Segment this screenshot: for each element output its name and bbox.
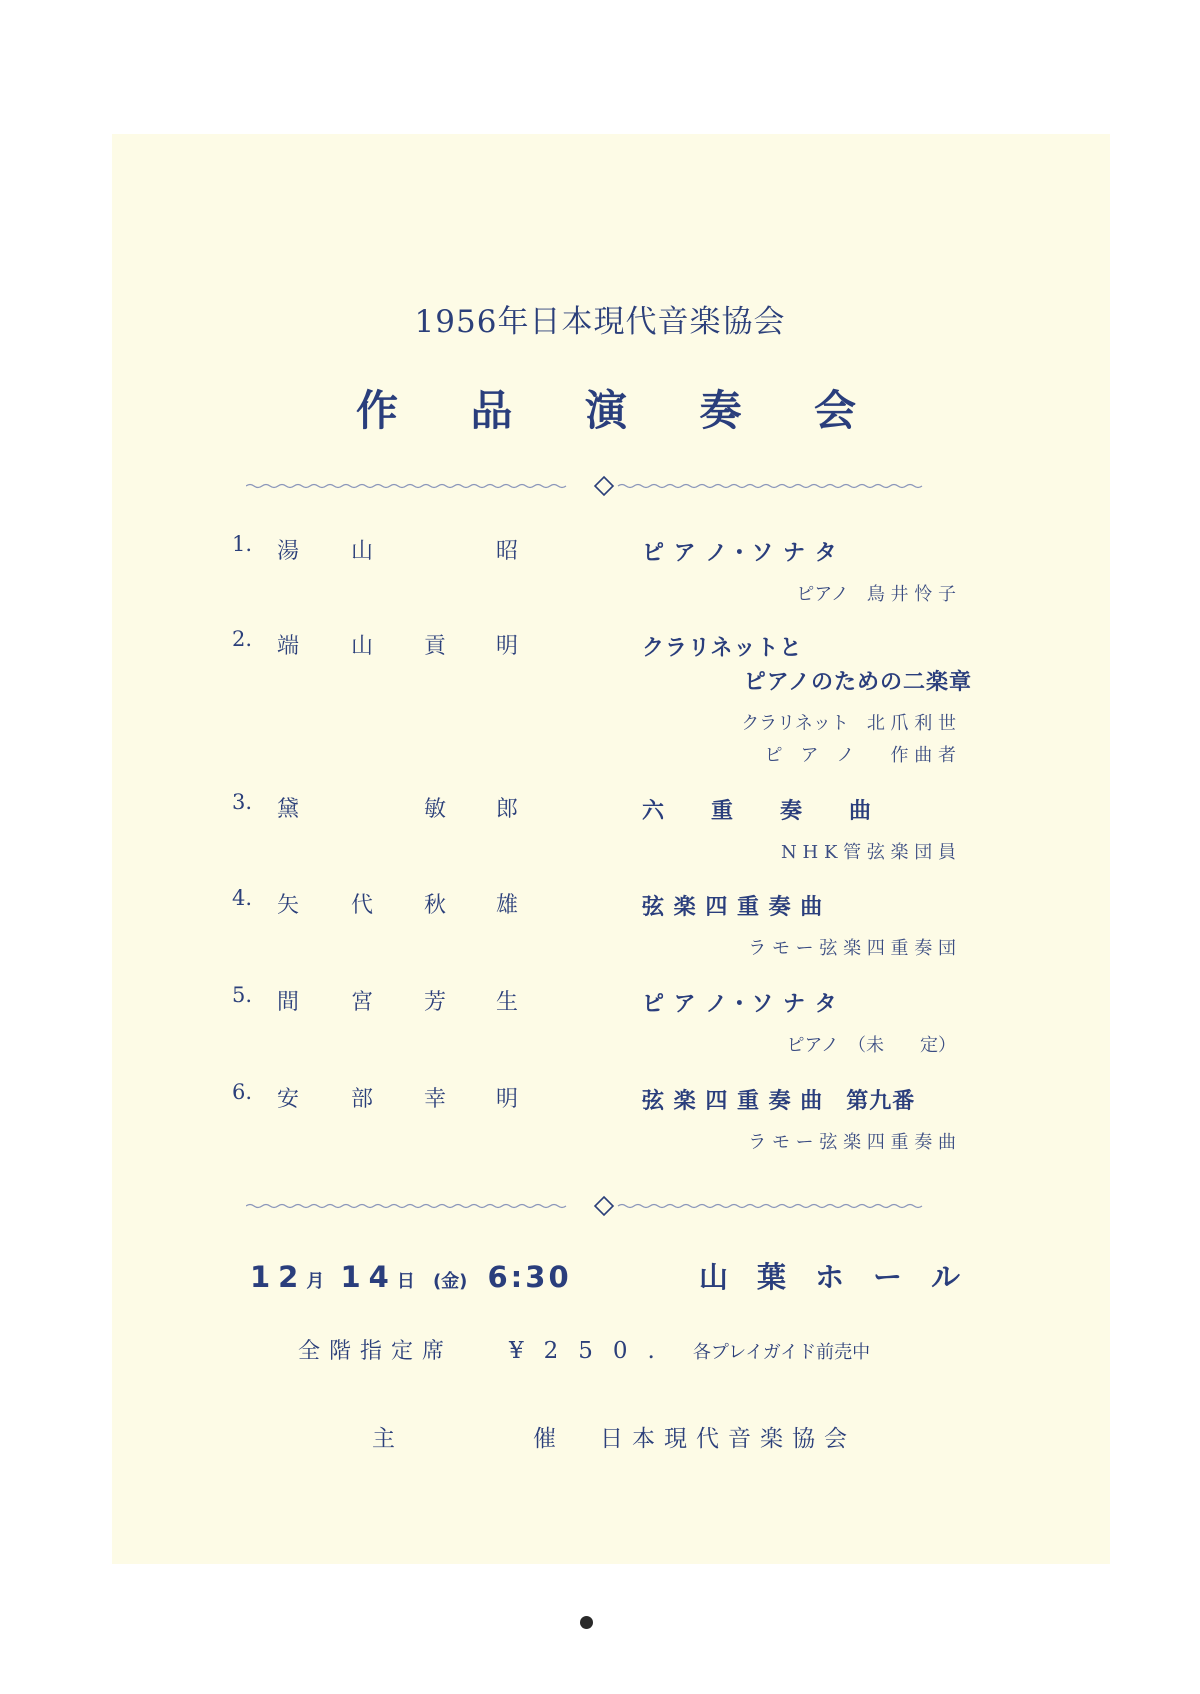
title-char: 品 <box>470 386 513 435</box>
top-ornament-divider <box>246 474 962 498</box>
organizer-name: 日本現代音楽協会 <box>600 1426 856 1452</box>
composer-char: 端 <box>277 634 300 659</box>
composer-char: 代 <box>351 893 374 918</box>
composer-char: 間 <box>277 990 300 1015</box>
program-number: 4. <box>232 886 253 910</box>
work-title: ピ ア ノ・ソ ナ タ <box>642 992 838 1017</box>
program-number: 5. <box>232 983 253 1007</box>
work-title: クラリネットと <box>642 636 803 661</box>
event-time: 6:30 <box>487 1260 572 1294</box>
performer: ピ ア ノ 作 曲 者 <box>764 745 956 766</box>
performer: ラ モ ー 弦 楽 四 重 奏 団 <box>748 938 956 959</box>
composer-char: 幸 <box>424 1087 447 1112</box>
composer-char: 昭 <box>496 539 519 564</box>
organizer-label-char: 主 <box>372 1426 395 1452</box>
composer-char: 敏 <box>424 797 447 822</box>
composer-char: 山 <box>351 634 374 659</box>
composer-char: 雄 <box>496 893 519 918</box>
composer-char: 芳 <box>424 990 447 1015</box>
seat-label: 全階指定席 <box>298 1339 454 1364</box>
composer-char: 安 <box>277 1087 300 1112</box>
event-weekday: (金) <box>432 1271 468 1292</box>
bottom-ornament-divider <box>246 1194 962 1218</box>
concert-title <box>356 378 856 438</box>
program-number: 2. <box>232 627 253 651</box>
composer-char: 郎 <box>496 797 519 822</box>
header-year-line: 1956年日本現代音楽協会 <box>414 304 786 340</box>
program-number: 3. <box>232 790 253 814</box>
composer-char: 山 <box>351 539 374 564</box>
event-date <box>250 1260 572 1294</box>
event-venue: 山 葉 ホ ー ル <box>698 1260 960 1294</box>
event-month: 12 <box>250 1260 307 1294</box>
event-day: 14 <box>340 1260 397 1294</box>
work-title: 弦 楽 四 重 奏 曲 <box>642 895 824 920</box>
ticket-price: ¥250. <box>509 1338 675 1364</box>
work-title: 弦 楽 四 重 奏 曲 第九番 <box>642 1089 916 1114</box>
organizer-line <box>372 1420 856 1453</box>
performer: ピアノ （未 定） <box>786 1035 956 1056</box>
program-number: 1. <box>232 532 253 556</box>
composer-char: 黛 <box>277 797 300 822</box>
composer-char: 矢 <box>277 893 300 918</box>
performer: クラリネット 北 爪 利 世 <box>741 713 956 734</box>
composer-char: 部 <box>351 1087 374 1112</box>
composer-char: 貢 <box>424 634 447 659</box>
punch-hole-mark <box>580 1616 593 1629</box>
composer-char: 湯 <box>277 539 300 564</box>
composer-char: 秋 <box>424 893 447 918</box>
composer-char: 明 <box>496 1087 519 1112</box>
organizer-label-char: 催 <box>533 1426 556 1452</box>
performer: ラ モ ー 弦 楽 四 重 奏 曲 <box>748 1132 956 1153</box>
work-title: 六 重 奏 曲 <box>642 799 873 824</box>
composer-char: 明 <box>496 634 519 659</box>
event-date-venue <box>250 1255 960 1296</box>
month-unit: 月 <box>306 1271 325 1292</box>
title-char: 奏 <box>699 386 742 435</box>
program-number: 6. <box>232 1080 253 1104</box>
performer: ピアノ 鳥 井 怜 子 <box>796 584 956 605</box>
day-unit: 日 <box>396 1271 415 1292</box>
composer-char: 生 <box>496 990 519 1015</box>
work-title: ピ ア ノ・ソ ナ タ <box>642 541 838 566</box>
organizer-label <box>372 1420 556 1453</box>
title-char: 会 <box>813 386 856 435</box>
ticket-info <box>298 1334 870 1365</box>
work-title-line-2: ピアノのための二楽章 <box>743 670 972 695</box>
composer-char: 宮 <box>351 990 374 1015</box>
title-char: 作 <box>356 386 399 435</box>
advance-sale-note: 各プレイガイド前売中 <box>692 1342 871 1363</box>
performer: N H K 管 弦 楽 団 員 <box>781 842 956 863</box>
title-char: 演 <box>584 386 627 435</box>
